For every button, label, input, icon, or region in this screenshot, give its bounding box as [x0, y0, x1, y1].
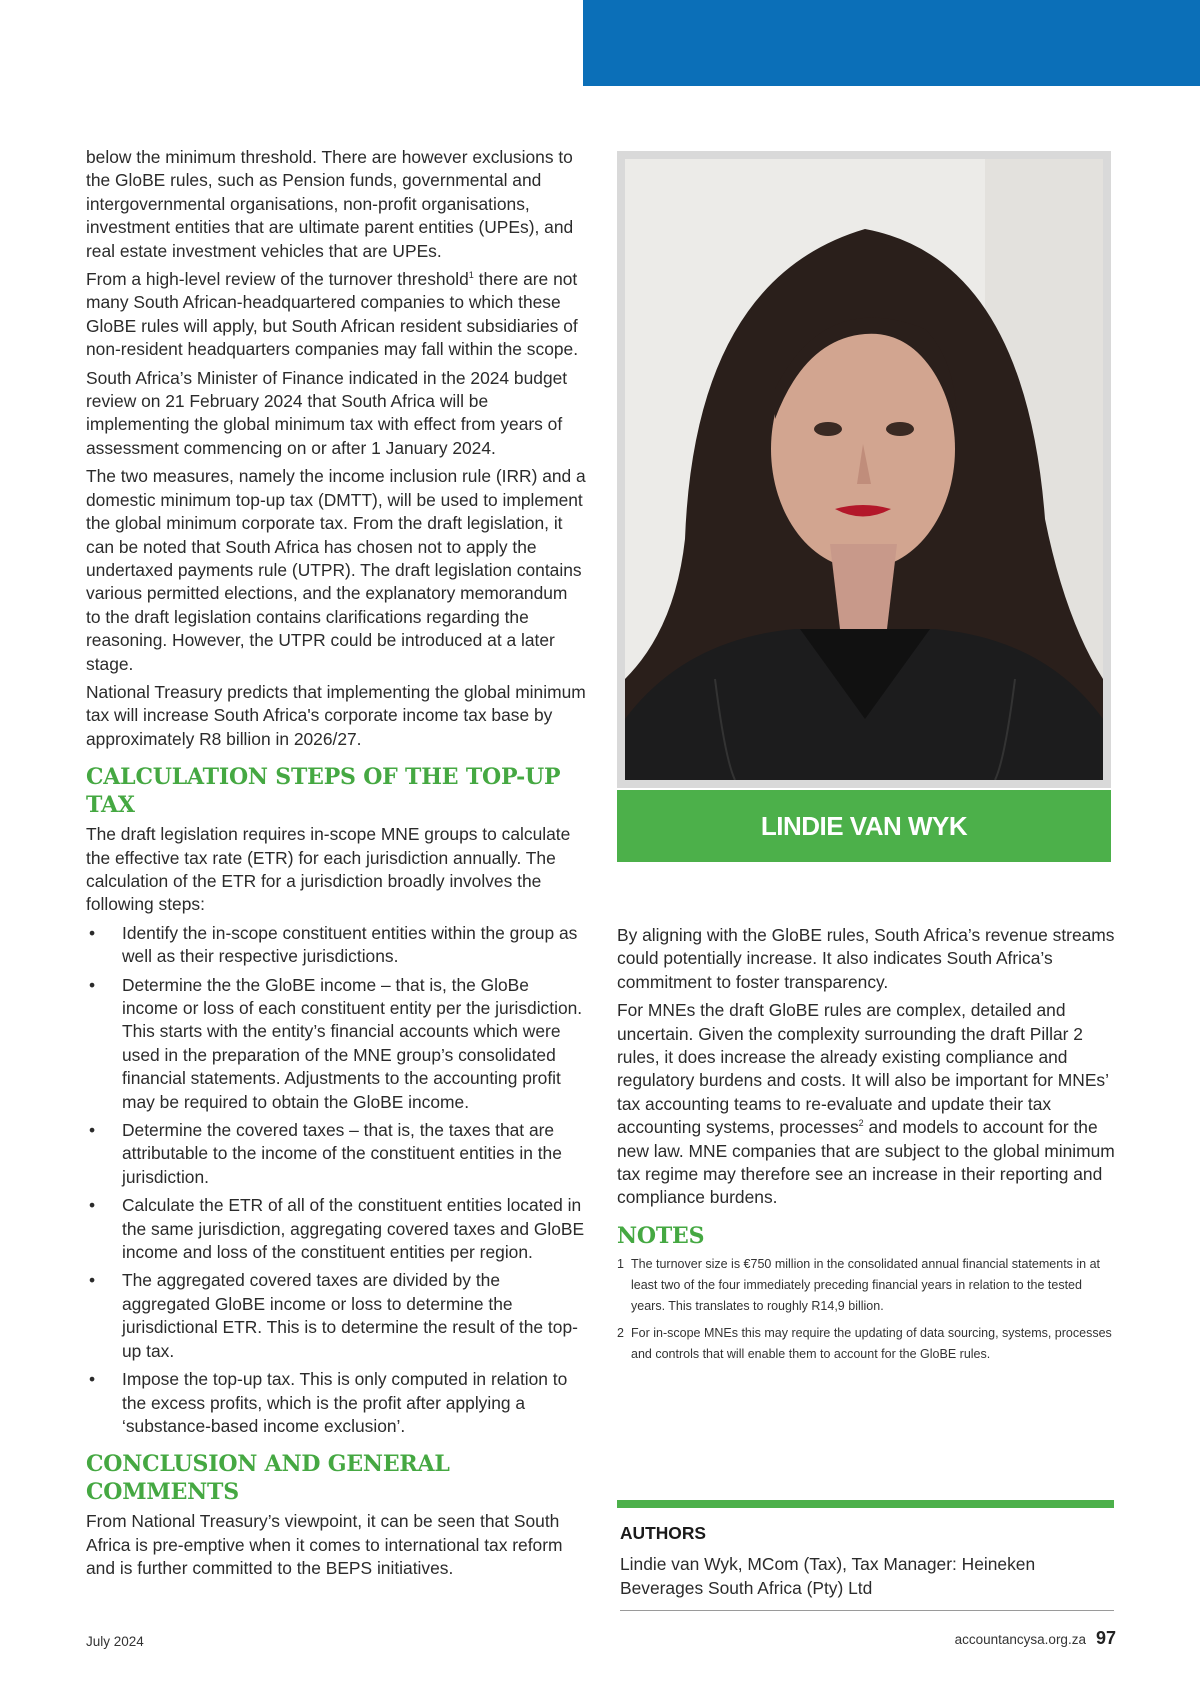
- author-photo-frame: [617, 151, 1111, 788]
- paragraph-turnover-start: From a high-level review of the turnover threshold: [86, 269, 469, 290]
- portrait-illustration: [625, 159, 1103, 780]
- paragraph-mnes-end: and models to account for the new law. MNE companies that are subject to the global minimum tax regime may therefore see an increase in their reporting and compliance burdens.: [617, 1117, 1115, 1208]
- header-color-band: [583, 0, 1200, 86]
- calc-intro: The draft legislation requires in-scope MNE groups to calculate the effective tax rate (ETR) for each jurisdiction annually. The calculation of the ETR for a jurisdiction broadly involves the following steps:: [86, 824, 571, 915]
- paragraph-treasury: National Treasury predicts that implementing the global minimum tax will increase South Africa's corporate income tax base by approximately R8 billion in 2026/27.: [86, 681, 586, 749]
- authors-title: AUTHORS: [620, 1523, 706, 1543]
- footer-website: accountancysa.org.za: [954, 1632, 1086, 1647]
- page-number: 97: [1095, 1628, 1116, 1648]
- list-item: [86, 1119, 586, 1189]
- list-item: [86, 1194, 586, 1264]
- authors-divider-bar: [617, 1500, 1114, 1508]
- paragraph-aligning: By aligning with the GloBE rules, South Africa’s revenue streams could potentially increase. It also indicates South Africa’s commitment to foster transparency.: [617, 925, 1115, 992]
- bullet-dot: •: [89, 974, 96, 995]
- note-item: [617, 1323, 1117, 1365]
- paragraph-exclusions: below the minimum threshold. There are however exclusions to the GloBE rules, such as Pension funds, governmental and intergovernmental organisations, non-profit organisations, investment entities that are ultimate parent entities (UPEs), and real estate investment vehicles that are UPEs.: [86, 147, 574, 261]
- bullet-dot: •: [89, 1369, 96, 1390]
- conclusion-text: From National Treasury’s viewpoint, it can be seen that South Africa is pre-emptive when it comes to international tax reform and is further committed to the BEPS initiatives.: [86, 1511, 563, 1579]
- calc-heading: CALCULATION STEPS OF THE TOP-UP TAX: [86, 764, 561, 819]
- list-item-text: The aggregated covered taxes are divided by the aggregated GloBE income or loss to determine the jurisdictional ETR. This is to determine the result of the top-up tax.: [122, 1270, 578, 1361]
- paragraph-measures: The two measures, namely the income inclusion rule (IRR) and a domestic minimum top-up tax (DMTT), will be used to implement the global minimum corporate tax. From the draft legislation, it can be noted that South Africa has chosen not to apply the undertaxed payments rule (UTPR). The draft legislation contains various permitted elections, and the explanatory memorandum to the draft legislation contains clarifications regarding the reasoning. However, the UTPR could be introduced at a later stage.: [86, 466, 586, 674]
- notes-heading: NOTES: [617, 1222, 705, 1249]
- right-column: [617, 924, 1117, 1371]
- author-photo: [625, 159, 1103, 780]
- bullet-dot: •: [89, 1120, 96, 1141]
- bullet-dot: •: [89, 1195, 96, 1216]
- paragraph-turnover: [86, 268, 586, 362]
- conclusion-heading: CONCLUSION AND GENERAL COMMENTS: [86, 1451, 450, 1506]
- author-name-banner: LINDIE VAN WYK: [617, 790, 1111, 862]
- paragraph-mnes: [617, 999, 1117, 1210]
- note-number: 1: [617, 1256, 624, 1271]
- list-item: [86, 922, 586, 969]
- paragraph-mnes-start: For MNEs the draft GloBE rules are complex, detailed and uncertain. Given the complexity surrounding the draft Pillar 2 rules, it does increase the already existing compliance and regulatory burdens and costs. It will also be important for MNEs’ tax accounting teams to re-evaluate and update their tax accounting systems, processes: [617, 1000, 1109, 1138]
- authors-bottom-rule: [620, 1610, 1114, 1611]
- note-text: For in-scope MNEs this may require the updating of data sourcing, systems, processes and controls that will enable them to account for the GloBE rules.: [631, 1325, 1112, 1361]
- paragraph-turnover-end: there are not many South African-headquartered companies to which these GloBE rules will apply, but South African resident subsidiaries of non-resident headquarters companies may fall within the scope.: [86, 269, 579, 360]
- authors-text: Lindie van Wyk, MCom (Tax), Tax Manager: Heineken Beverages South Africa (Pty) Ltd: [620, 1554, 1036, 1598]
- list-item: [86, 1269, 586, 1363]
- list-item-text: Impose the top-up tax. This is only computed in relation to the excess profits, which is the profit after applying a ‘substance-based income exclusion’.: [122, 1369, 568, 1436]
- authors-box: [620, 1522, 1114, 1600]
- list-item: [86, 1368, 586, 1438]
- list-item: [86, 974, 586, 1114]
- footer-right: [955, 1628, 1116, 1649]
- left-column: [86, 146, 586, 1586]
- note-number: 2: [617, 1325, 624, 1340]
- list-item-text: Determine the covered taxes – that is, the taxes that are attributable to the income of the constituent entities in the jurisdiction.: [122, 1120, 562, 1187]
- footer-date: July 2024: [86, 1634, 144, 1649]
- footnote-ref-1: 1: [468, 270, 474, 281]
- notes-list: [617, 1254, 1117, 1365]
- calc-steps-list: [86, 922, 586, 1439]
- footnote-ref-2: 2: [858, 1118, 864, 1129]
- bullet-dot: •: [89, 1270, 96, 1291]
- list-item-text: Identify the in-scope constituent entities within the group as well as their respective jurisdictions.: [122, 922, 578, 967]
- note-item: [617, 1254, 1117, 1317]
- bullet-dot: •: [89, 922, 96, 943]
- note-text: The turnover size is €750 million in the consolidated annual financial statements in at least two of the four immediately preceding financial years in relation to the tested years. This translates to roughly R14,9 billion.: [631, 1256, 1101, 1313]
- list-item-text: Determine the the GloBE income – that is, the GloBe income or loss of each constituent entity per the jurisdiction. This starts with the entity’s financial accounts which were used in the preparation of the MNE group’s consolidated financial statements. Adjustments to the accounting profit may be required to obtain the GloBE income.: [122, 974, 583, 1112]
- list-item-text: Calculate the ETR of all of the constituent entities located in the same jurisdiction, aggregating covered taxes and GloBE income and loss of the constituent entities per region.: [122, 1195, 585, 1263]
- paragraph-minister: South Africa’s Minister of Finance indicated in the 2024 budget review on 21 February 2024 that South Africa will be implementing the global minimum tax with effect from years of assessment commencing on or after 1 January 2024.: [86, 367, 568, 458]
